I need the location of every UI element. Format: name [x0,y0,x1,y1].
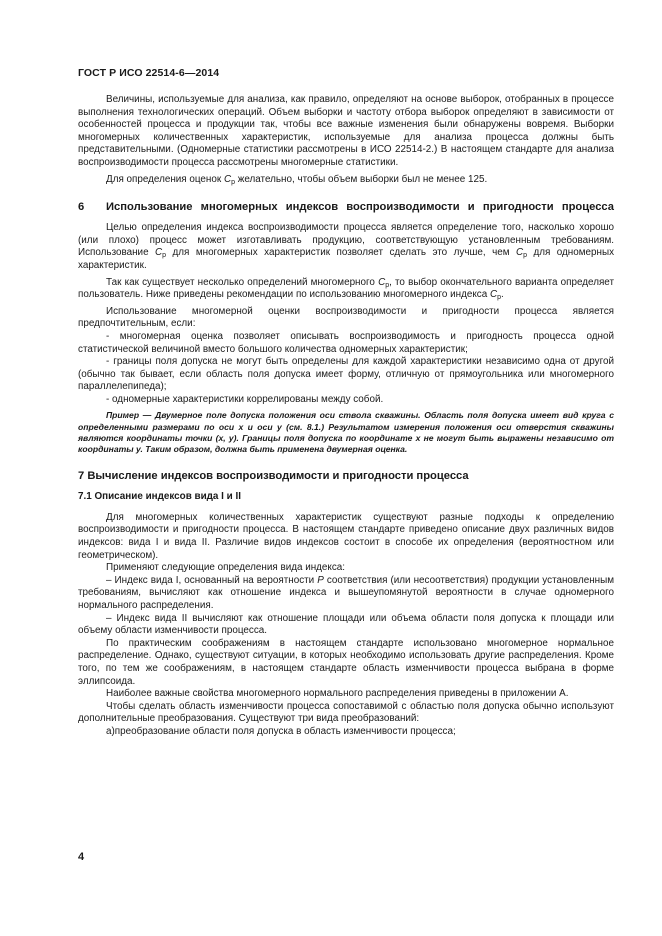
list-item: - одномерные характеристики коррелированы между собой. [106,393,384,405]
list-item: – Индекс вида I, основанный на вероятности P соответствия (или несоответствия) продукции установленным требованиям, вычисляют как отношение индекса и вышеупомянутой вероятности в случае одномерного нормального распределения. [78,574,614,612]
list-item: а)преобразование области поля допуска в область изменчивости процесса; [106,725,456,737]
section-6-heading: 6 Использование многомерных индексов воспроизводимости и пригодности процесса [78,201,614,214]
section-7-1-heading: 7.1 Описание индексов вида I и II [78,491,241,503]
paragraph-appendix: Наиболее важные свойства многомерного нормального распределения приведены в приложении А. [106,688,569,700]
body-text [78,94,614,739]
paragraph-definitions: Так как существует несколько определений многомерного $C_p$, то выбор окончательного варианта определяет пользователь. Ниже приведены рекомендации по использованию многомерного индекса $C_p$. [78,276,614,302]
paragraph-sample-size: Для определения оценок $C_p$ желательно, чтобы объем выборки был не менее 125. [106,173,488,186]
page-number: 4 [78,851,85,863]
paragraph-approaches: Для многомерных количественных характеристик существуют разные подходы к определению воспроизводимости и пригодности процесса. В настоящем стандарте приведено описание двух различных видов индексов: вида I и вида II. Различие видов индексов состоит в способе их определения (вероятностном или геометрическом). [78,511,614,561]
list-item: – Индекс вида II вычисляют как отношение площади или объема области поля допуска к площади или объему области изменчивости процесса. [78,612,614,637]
paragraph-preferable: Использование многомерной оценки воспроизводимости и пригодности процесса является предпочтительным, если: [78,305,614,330]
paragraph-normal-distribution: По практическим соображениям в настоящем стандарте использовано многомерное нормальное распределение. Однако, существуют ситуации, в которых необходимо использовать другие распределения. Кроме того, по тем же соображениям, в настоящем стандарте область изменчивости процесса выбрана в форме эллипсоида. [78,637,614,687]
page-header: ГОСТ Р ИСО 22514-6—2014 [78,67,220,79]
section-7-heading: 7 Вычисление индексов воспроизводимости и пригодности процесса [78,470,469,483]
paragraph-purpose: Целью определения индекса воспроизводимости процесса является определение того, насколько хорошо (или плохо) процесс может изготавливать продукцию, соответствующую установленным требованиям. Использование $C_p$ для многомерных характеристик позволяет сделать это лучше, чем $C_p$ для одномерных характеристик. [78,222,615,271]
list-item: - границы поля допуска не могут быть определены для каждой характеристики независимо одна от другой (обычно так бывает, если область поля допуска имеет форму, отличную от прямоугольника или многомерного параллелепипеда); [78,356,614,393]
paragraph-index-types: Применяют следующие определения вида индекса: [106,562,346,574]
paragraph-sampling: Величины, используемые для анализа, как правило, определяют на основе выборок, отобранных в процессе выполнения технологических операций. Объем выборки и частоту отбора выборок определяют в зависимости от особенностей процесса и продукции так, чтобы все важные изменения были обнаружены вовремя. Выборки многомерных количественных характеристик, используемые для анализа процесса должны быть представительными. (Одномерные статистики рассмотрены в ИСО 22514-2.) В настоящем стандарте для анализа воспроизводимости процесса рассмотрены многомерные статистики. [78,94,614,168]
paragraph-transformations: Чтобы сделать область изменчивости процесса сопоставимой с областью поля допуска обычно используют дополнительные преобразования. Существуют три вида преобразований: [78,700,614,725]
example-note: Пример — Двумерное поле допуска положения оси ствола скважины. Область поля допуска имеет вид круга с определенными размерами по оси x и оси y (см. 8.1.) Результатом измерения положения оси отверстия скважины являются координаты точки (x, y). Границы поля допуска по координате x не могут быть выражены независимо от координаты y. Таким образом, должна быть применена двумерная оценка. [78,410,614,455]
list-item: - многомерная оценка позволяет описывать воспроизводимость и пригодность процесса одной статистической величиной вместо большого количества одномерных характеристик; [78,330,614,355]
